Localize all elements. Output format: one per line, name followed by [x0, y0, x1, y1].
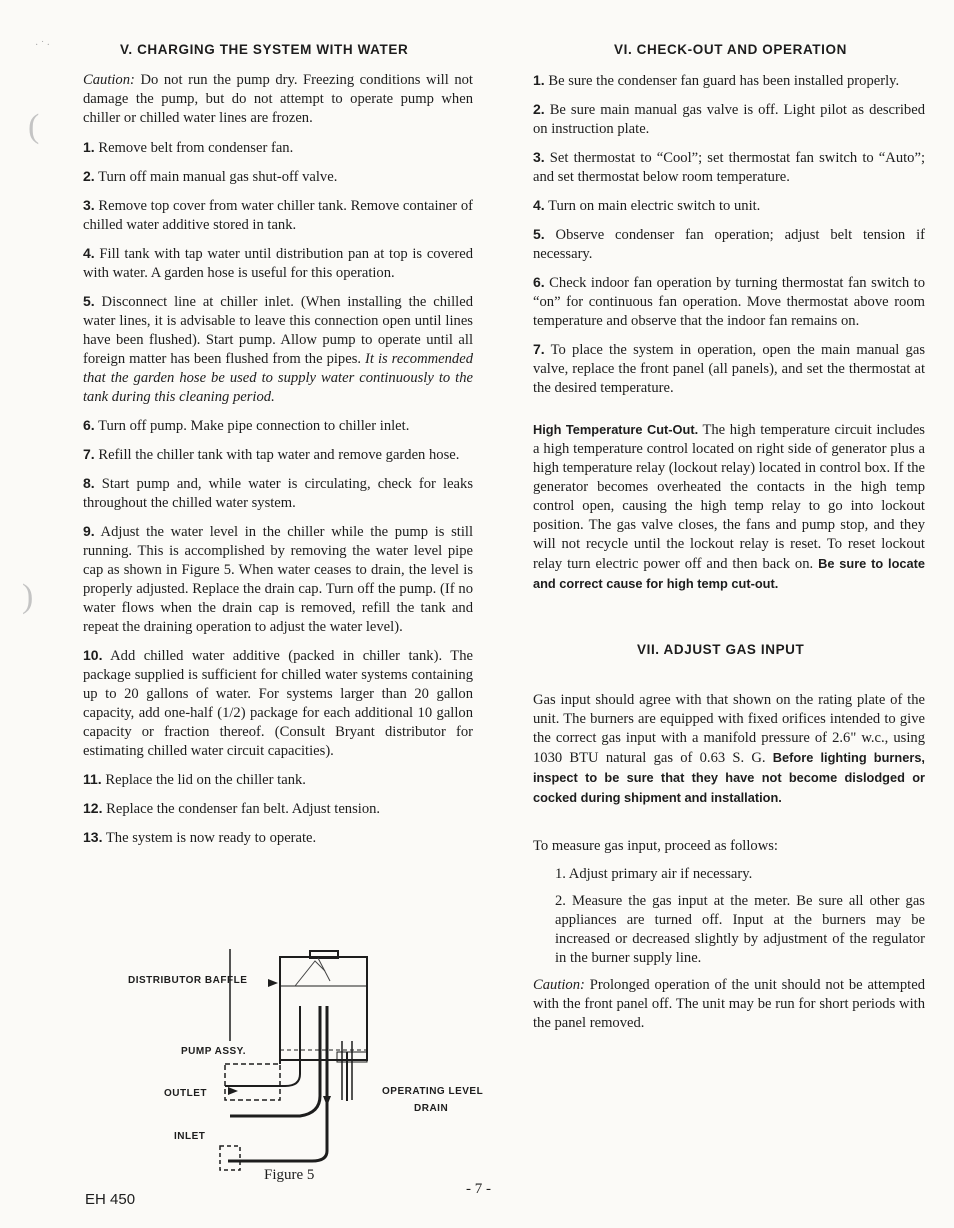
item-text: Be sure main manual gas valve is off. Light pilot as described on instruction plate. [533, 102, 925, 137]
gas-bold-text: Before lighting burners, inspect to be sure that they have not become dislodged or cocked during shipment and installation. [533, 750, 925, 805]
item-text: Fill tank with tap water until distribution pan at top is covered with water. A garden hose is useful for this operation. [83, 246, 473, 281]
section-vii-heading: VII. ADJUST GAS INPUT [637, 642, 805, 657]
item-text: Adjust the water level in the chiller while the pump is still running. This is accomplished by removing the water level pipe cap as shown in Figure 5. When water ceases to drain, the level is properly adjusted. Replace the drain cap. Turn off the pump. (If no water flows when the drain cap is removed, refill the tank and repeat the draining operation to adjust the water level). [83, 524, 473, 635]
caution-label: Caution: [83, 72, 135, 88]
drain-label: DRAIN [414, 1103, 449, 1114]
item-text: Check indoor fan operation by turning thermostat fan switch to “on” for continuous fan operation. Move thermostat above room temperature and observe that the indoor fan remains on. [533, 275, 925, 329]
item-number: 8. [83, 475, 95, 491]
operating-level-label: OPERATING LEVEL [382, 1086, 484, 1097]
list-item [83, 416, 473, 436]
list-item [83, 244, 473, 283]
pump-body [225, 1064, 280, 1100]
item-text: Add chilled water additive (packed in chiller tank). The package supplied is sufficient for chilled water systems containing up to 20 gallons of water. For systems larger than 20 gallon capacity, add one-half (1/2) package for each additional 10 gallon capacity or fraction thereof. (Consult Bryant distributor for estimating chilled water circuit capacities). [83, 648, 473, 759]
item-text: Refill the chiller tank with tap water and remove garden hose. [94, 447, 460, 463]
item-text: Be sure the condenser fan guard has been installed properly. [544, 73, 900, 89]
item-text: Turn off main manual gas shut-off valve. [94, 169, 338, 185]
item-number: 7. [83, 446, 95, 462]
item-number: 6. [83, 417, 95, 433]
item-text: The system is now ready to operate. [102, 830, 317, 846]
item-number: 3. [533, 149, 545, 165]
sub-item-text: Adjust primary air if necessary. [565, 866, 753, 882]
item-number: 11. [83, 771, 102, 787]
inlet-flow-arrow [323, 1096, 331, 1106]
distributor-mark [295, 961, 325, 986]
sub-item-text: Measure the gas input at the meter. Be sure all other gas appliances are turned off. Input at the burners may be increased or decreased slightly by adjustment of the regulator in the burner supply line. [555, 893, 925, 966]
caution-paragraph [83, 71, 473, 128]
outlet-arrow [228, 1087, 238, 1095]
list-item [83, 167, 473, 187]
item-number: 4. [533, 197, 545, 213]
item-text: To place the system in operation, open the main manual gas valve, replace the front panel (all panels), and set the thermostat at the desired temperature. [533, 342, 925, 396]
outlet-label: OUTLET [164, 1088, 207, 1099]
tank-outline [280, 957, 367, 1060]
distributor-baffle-label: DISTRIBUTOR BAFFLE [128, 975, 248, 986]
inlet-fitting [220, 1146, 240, 1170]
item-number: 10. [83, 647, 103, 663]
page-number: - 7 - [466, 1181, 491, 1197]
gas-input-paragraph [533, 691, 925, 808]
high-temp-bold-end: Be sure to locate and correct cause for high temp cut-out. [533, 556, 926, 591]
item-text: Replace the lid on the chiller tank. [101, 772, 306, 788]
item-text: Remove belt from condenser fan. [94, 140, 294, 156]
item-number: 2. [83, 168, 95, 184]
item-number: 4. [83, 245, 95, 261]
figure-5-diagram [120, 946, 490, 1176]
sub-list-item [533, 892, 925, 968]
pump-assy-label: PUMP ASSY. [181, 1046, 247, 1057]
item-text: Disconnect line at chiller inlet. (When installing the chilled water lines, it is advisable to leave this connection open until lines have been flushed). Start pump. Allow pump to operate until all foreign matter has been flushed from the pipes. [83, 294, 473, 367]
item-number: 1. [83, 139, 95, 155]
high-temp-label: High Temperature Cut-Out. [533, 422, 699, 437]
caution-text: Do not run the pump dry. Freezing conditions will not damage the pump, but do not attempt to operate pump when chiller or chilled water lines are frozen. [83, 72, 473, 126]
section-vi-heading: VI. CHECK-OUT AND OPERATION [614, 42, 847, 57]
item-text: Replace the condenser fan belt. Adjust tension. [102, 801, 381, 817]
item-number: 6. [533, 274, 545, 290]
item-number: 1. [533, 72, 545, 88]
sub-item-number: 2. [555, 893, 566, 909]
list-item [83, 770, 473, 790]
scan-speck: · ˙ · [35, 40, 50, 51]
list-item [533, 196, 925, 216]
item-number: 12. [83, 800, 103, 816]
sub-item-number: 1. [555, 866, 566, 882]
section-vii [533, 642, 925, 1033]
inlet-lower-pipe [228, 1006, 327, 1161]
caution-text-2: Prolonged operation of the unit should not be attempted with the front panel off. The unit may be run for short periods with the panel removed. [533, 977, 925, 1031]
item-text: Start pump and, while water is circulating, check for leaks throughout the chilled water system. [83, 476, 473, 511]
list-item [533, 100, 925, 139]
caution-label-2: Caution: [533, 977, 585, 993]
item-italic-text: It is recommended that the garden hose be used to supply water continuously to the tank during this cleaning period. [83, 351, 473, 405]
item-text: Set thermostat to “Cool”; set thermostat fan switch to “Auto”; and set thermostat below room temperature. [533, 150, 925, 185]
distributor-mark [318, 958, 330, 981]
caution-paragraph-2 [533, 976, 925, 1033]
list-item [83, 828, 473, 848]
list-item [533, 71, 925, 91]
item-text: Turn on main electric switch to unit. [544, 198, 761, 214]
list-item [533, 225, 925, 264]
gas-text: Gas input should agree with that shown on the rating plate of the unit. The burners are equipped with fixed orifices intended to give the correct gas input with a manifold pressure of 2.6" w.c., using 1030 BTU natural gas of 0.63 S. G. [533, 692, 925, 766]
punch-hole-mark: ( [28, 108, 40, 145]
list-item [533, 340, 925, 398]
item-number: 5. [533, 226, 545, 242]
item-text: Remove top cover from water chiller tank. Remove container of chilled water additive stored in tank. [83, 198, 473, 233]
item-text: Turn off pump. Make pipe connection to chiller inlet. [94, 418, 410, 434]
item-number: 5. [83, 293, 95, 309]
sub-list-item [533, 865, 925, 884]
list-item [83, 799, 473, 819]
list-item [533, 273, 925, 331]
list-item [83, 292, 473, 407]
document-id: EH 450 [85, 1191, 136, 1208]
right-column [533, 42, 925, 1033]
punch-hole-mark: ) [22, 578, 34, 615]
item-number: 7. [533, 341, 545, 357]
list-item [83, 196, 473, 235]
item-number: 9. [83, 523, 95, 539]
item-text: Observe condenser fan operation; adjust belt tension if necessary. [533, 227, 925, 262]
item-number: 2. [533, 101, 545, 117]
list-item [83, 522, 473, 637]
high-temp-text: The high temperature circuit includes a high temperature control located on right side of generator plus a high temperature relay (lockout relay) located in control box. If the generator becomes overheated the contacts in the high temp control open, causing the high temp relay to go into lockout position. The gas valve closes, the fans and pump stop, and they will not recycle until the lockout relay is reset. To reset lockout relay turn electric power off and then back on. [533, 422, 925, 572]
item-number: 13. [83, 829, 103, 845]
item-number: 3. [83, 197, 95, 213]
baffle-arrow [268, 979, 278, 987]
list-item [83, 474, 473, 513]
figure-caption: Figure 5 [264, 1167, 315, 1183]
left-column [83, 42, 473, 857]
list-item [83, 646, 473, 761]
section-v-heading: V. CHARGING THE SYSTEM WITH WATER [120, 42, 409, 57]
list-item [533, 148, 925, 187]
list-item [83, 445, 473, 465]
list-item [83, 138, 473, 158]
high-temp-cutout-paragraph [533, 420, 925, 594]
measure-intro: To measure gas input, proceed as follows: [533, 838, 778, 854]
inlet-label: INLET [174, 1131, 206, 1142]
